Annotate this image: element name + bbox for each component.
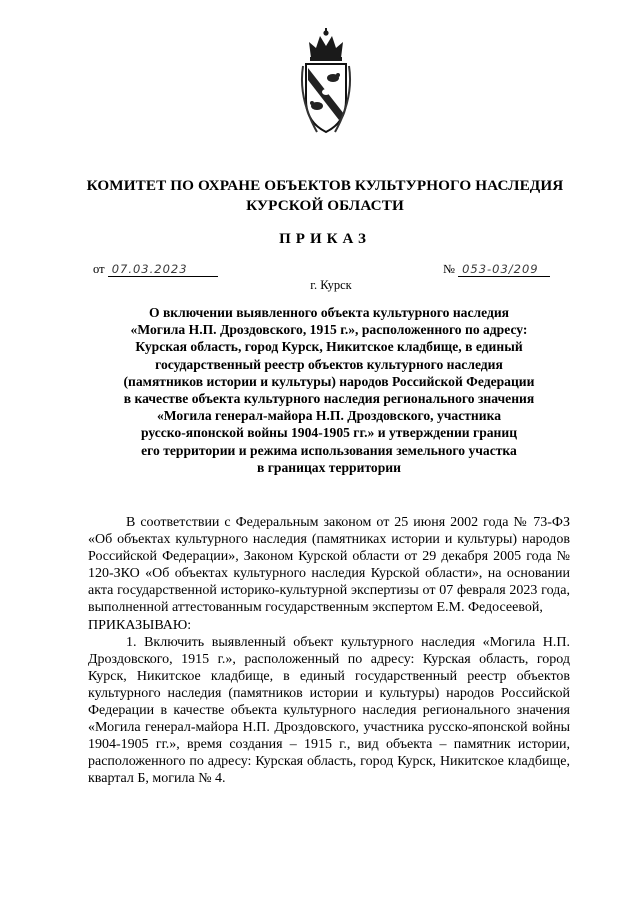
subject-line: О включении выявленного объекта культурного наследия	[148, 305, 510, 320]
preamble-paragraph: В соответствии с Федеральным законом от 25 июня 2002 года № 73-ФЗ «Об объектах культурного наследия (памятниках истории и культуры) народов Российской Федерации», Законом Курской области от 29 декабря 2005 года № 120-ЗКО «Об объектах культурного наследия Курской области», на основании акта государственной историко-культурной экспертизы от 07 февраля 2023 года, выполненной аттестованным государственным экспертом Е.М. Федосеевой,	[88, 515, 570, 616]
order-subject	[88, 304, 570, 476]
subject-line: в границах территории	[257, 459, 401, 475]
subject-line: государственный реестр объектов культурного наследия	[155, 356, 503, 372]
subject-line: «Могила генерал-майора Н.П. Дроздовского, участника	[156, 408, 502, 424]
subject-line: Курская область, город Курск, Никитское кладбище, в единый	[135, 339, 523, 355]
kursk-coat-of-arms-icon	[297, 28, 355, 138]
org-name-line1: КОМИТЕТ ПО ОХРАНЕ ОБЪЕКТОВ КУЛЬТУРНОГО НАСЛЕДИЯ	[86, 177, 564, 194]
handwritten-date: 07.03.2023	[108, 262, 218, 277]
command-word: ПРИКАЗЫВАЮ:	[88, 617, 192, 633]
order-number	[443, 262, 550, 277]
subject-line: в качестве объекта культурного наследия регионального значения	[123, 391, 535, 407]
order-date	[93, 262, 218, 277]
order-title: ПРИКАЗ	[279, 231, 371, 247]
subject-line: «Могила Н.П. Дроздовского, 1915 г.», расположенного по адресу:	[130, 322, 528, 338]
date-prefix: от	[93, 262, 105, 276]
subject-line: (памятников истории и культуры) народов Российской Федерации	[123, 373, 535, 389]
number-prefix: №	[443, 262, 455, 276]
order-body	[88, 514, 570, 788]
subject-line: его территории и режима использования земельного участка	[141, 442, 517, 458]
handwritten-number: 053-03/209	[458, 262, 550, 277]
subject-line: русско-японской войны 1904-1905 гг.» и утверждении границ	[140, 425, 518, 441]
city-name: г. Курск	[310, 278, 352, 292]
issuing-organization	[70, 176, 580, 216]
org-name-line2: КУРСКОЙ ОБЛАСТИ	[246, 197, 404, 214]
clause-paragraph-1: 1. Включить выявленный объект культурного наследия «Могила Н.П. Дроздовского, 1915 г.», расположенный по адресу: Курская область, город Курск, Никитское кладбище, в единый государственный реестр объектов культурного наследия (памятников истории и культуры) народов Российской Федерации в качестве объекта культурного наследия регионального значения «Могила генерал-майора Н.П. Дроздовского, участника русско-японской войны 1904-1905 гг.», время создания – 1915 г., вид объекта – памятник истории, расположенного по адресу: Курская область, город Курск, Никитское кладбище, квартал Б, могила № 4.	[88, 634, 570, 787]
